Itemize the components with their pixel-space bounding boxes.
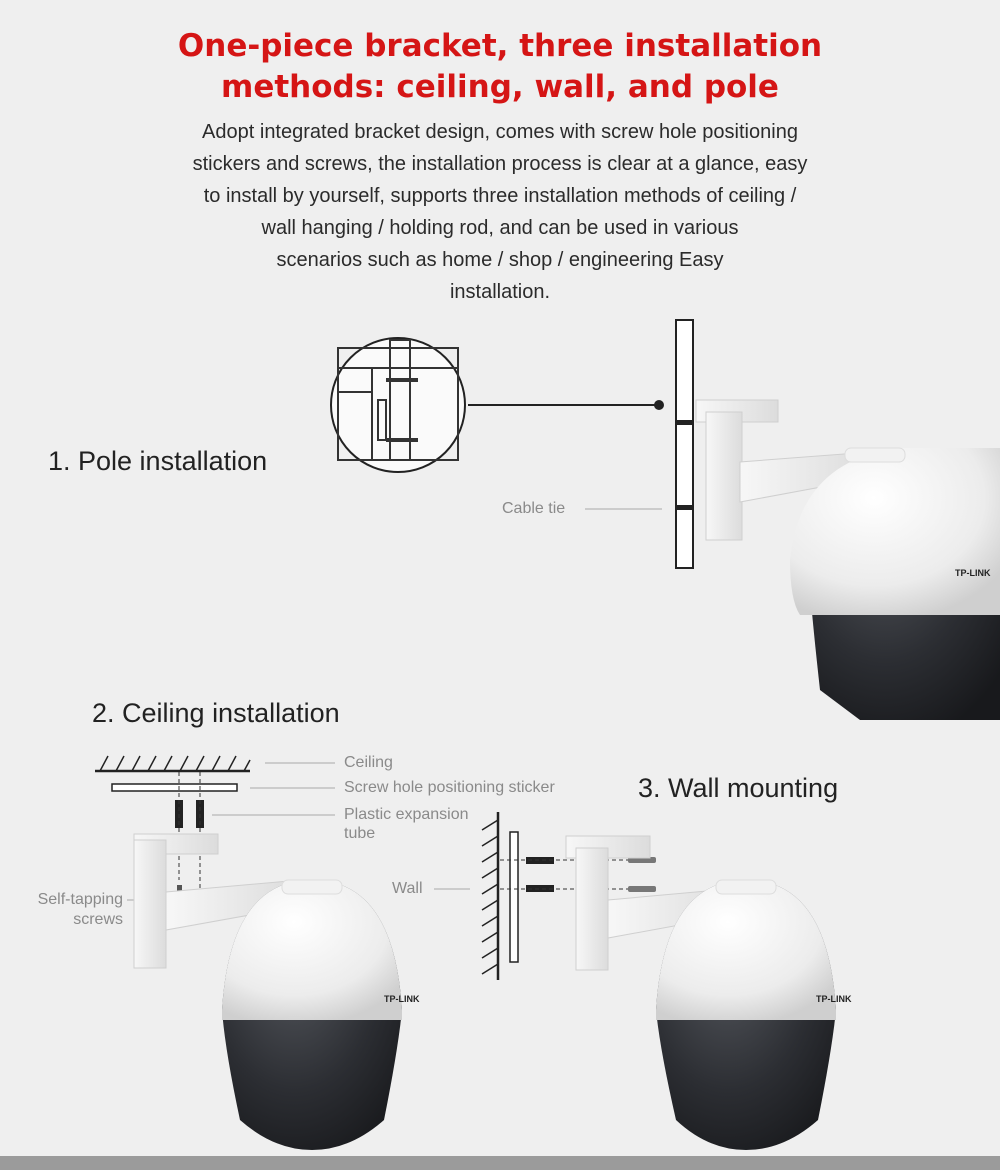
description-line: Adopt integrated bracket design, comes with screw hole positioning bbox=[202, 121, 798, 143]
pole-camera bbox=[696, 400, 1000, 720]
ceiling-heading: 2. Ceiling installation bbox=[92, 698, 340, 728]
pole bbox=[676, 320, 693, 568]
wall-camera bbox=[566, 836, 852, 1150]
ceiling-camera bbox=[134, 834, 420, 1150]
title-line-2: methods: ceiling, wall, and pole bbox=[221, 69, 779, 105]
ceiling-label: Ceiling bbox=[344, 754, 393, 771]
pole-camera-logo: TP-LINK bbox=[955, 568, 991, 578]
zoom-leader-dot bbox=[654, 400, 664, 410]
wall-heading: 3. Wall mounting bbox=[638, 773, 839, 803]
tube-label-line-1: Plastic expansion bbox=[344, 806, 469, 823]
wall-guide-lines bbox=[500, 860, 628, 889]
ceiling-camera-logo: TP-LINK bbox=[384, 994, 420, 1004]
pole-zoom-circle bbox=[331, 338, 465, 472]
tube-label-line-2: tube bbox=[344, 825, 376, 842]
screws-label-line-2: screws bbox=[73, 911, 123, 928]
description-line: to install by yourself, supports three installation methods of ceiling / bbox=[203, 185, 797, 207]
screws-label-line-1: Self-tapping bbox=[37, 891, 123, 908]
wall-hatch bbox=[482, 812, 498, 980]
wall-positioning-sticker bbox=[510, 832, 518, 962]
title-line-1: One-piece bracket, three installation bbox=[177, 28, 823, 64]
description-line: wall hanging / holding rod, and can be used in various bbox=[261, 217, 739, 239]
sticker-label: Screw hole positioning sticker bbox=[344, 779, 555, 796]
description-line: scenarios such as home / shop / engineering Easy bbox=[276, 249, 724, 271]
description-line: installation. bbox=[449, 281, 551, 303]
wall-camera-logo: TP-LINK bbox=[816, 994, 852, 1004]
ceiling-hatch bbox=[95, 756, 250, 771]
wall-screws bbox=[628, 857, 656, 892]
bottom-divider-bar bbox=[0, 1156, 1000, 1170]
wall-expansion-tubes bbox=[526, 857, 554, 892]
wall-label: Wall bbox=[392, 880, 423, 897]
description-line: stickers and screws, the installation process is clear at a glance, easy bbox=[192, 153, 808, 175]
cable-tie-label: Cable tie bbox=[502, 500, 566, 517]
positioning-sticker bbox=[112, 784, 237, 791]
pole-heading: 1. Pole installation bbox=[48, 446, 268, 476]
